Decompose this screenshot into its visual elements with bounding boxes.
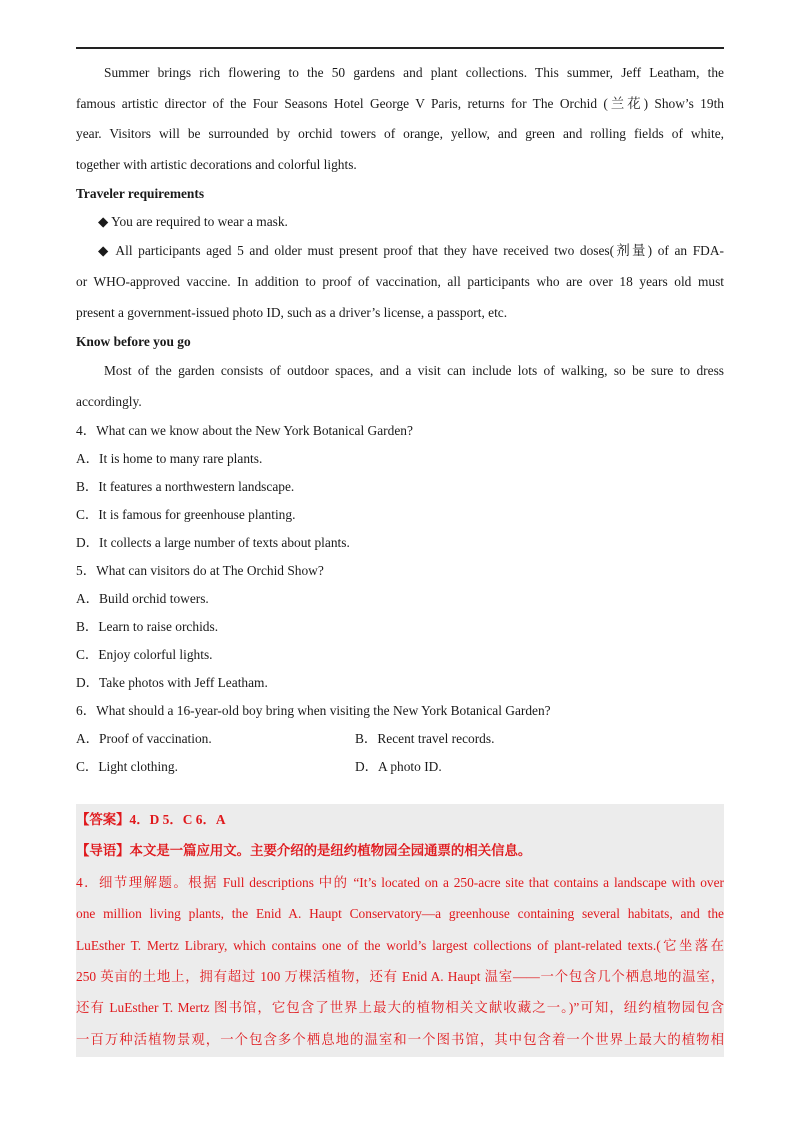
passage-line: Summer brings rich flowering to the 50 gardens and plant collections. This summer, Jeff Leatham, the [104, 65, 724, 80]
answer-guide: 【导语】本文是一篇应用文。主要介绍的是纽约植物园全园通票的相关信息。 [76, 843, 532, 859]
answer-key: 【答案】4．D 5．C 6．A [76, 812, 226, 827]
bullet-vaccine: ◆ All participants aged 5 and older must present proof that they have received two doses(剂量) of an FDA- [98, 243, 724, 259]
section-heading-traveler-requirements: Traveler requirements [76, 186, 205, 202]
explanation-line: 250 英亩的土地上，拥有超过 100 万棵活植物，还有 Enid A. Haupt 温室——一个包含几个栖息地的温室， [76, 968, 724, 984]
option: C．Light clothing. [76, 759, 178, 775]
option: C．Enjoy colorful lights. [76, 647, 213, 663]
passage-line: year. Visitors will be surrounded by orchid towers of orange, yellow, and green and rolling fields of white, [76, 126, 724, 142]
explanation-line: 一百万种活植物景观，一个包含多个栖息地的温室和一个图书馆，其中包含着一个世界上最大的植物相 [76, 1031, 724, 1047]
passage-line: famous artistic director of the Four Seasons Hotel George V Paris, returns for The Orchid (兰花) Show’s 19th [76, 95, 724, 111]
explanation-line: 4．细节理解题。根据 Full descriptions 中的 “It’s located on a 250-acre site that contains a landscape with over [76, 874, 724, 890]
option: A．Build orchid towers. [76, 591, 209, 607]
header-rule [76, 47, 724, 49]
passage-line: present a government-issued photo ID, such as a driver’s license, a passport, etc. [76, 304, 508, 320]
question-5: 5．What can visitors do at The Orchid Show? [76, 563, 324, 579]
option: B．It features a northwestern landscape. [76, 479, 295, 495]
option: A．Proof of vaccination. [76, 731, 212, 747]
section-heading-know-before-you-go: Know before you go [76, 334, 191, 350]
passage-line: Most of the garden consists of outdoor spaces, and a visit can include lots of walking, so be sure to dress [104, 363, 724, 379]
option: B．Learn to raise orchids. [76, 619, 219, 635]
option: C．It is famous for greenhouse planting. [76, 507, 296, 523]
question-6: 6．What should a 16-year-old boy bring when visiting the New York Botanical Garden? [76, 703, 551, 719]
answer-panel [76, 804, 724, 1055]
option: D．It collects a large number of texts about plants. [76, 535, 350, 551]
passage-line: accordingly. [76, 393, 142, 409]
option: B．Recent travel records. [355, 731, 495, 747]
passage-line: or WHO-approved vaccine. In addition to proof of vaccination, all participants who are over 18 years old must [76, 273, 724, 289]
document-body [76, 58, 724, 781]
explanation-line: 还有 LuEsther T. Mertz 图书馆，它包含了世界上最大的植物相关文献收藏之一。)”可知，纽约植物园包含 [76, 1000, 724, 1016]
option: D．Take photos with Jeff Leatham. [76, 675, 268, 691]
explanation-line: LuEsther T. Mertz Library, which contains one of the world’s largest collections of plant-related texts.(它坐落在 [76, 937, 724, 953]
explanation-line: one million living plants, the Enid A. Haupt Conservatory—a greenhouse containing several habitats, and the [76, 906, 724, 922]
options-row [76, 725, 724, 753]
options-row [76, 753, 724, 781]
option: A．It is home to many rare plants. [76, 451, 263, 467]
passage-line: together with artistic decorations and colorful lights. [76, 156, 357, 172]
option: D．A photo ID. [355, 759, 442, 775]
question-4: 4．What can we know about the New York Botanical Garden? [76, 423, 413, 439]
bullet-mask: ◆ You are required to wear a mask. [98, 214, 288, 230]
